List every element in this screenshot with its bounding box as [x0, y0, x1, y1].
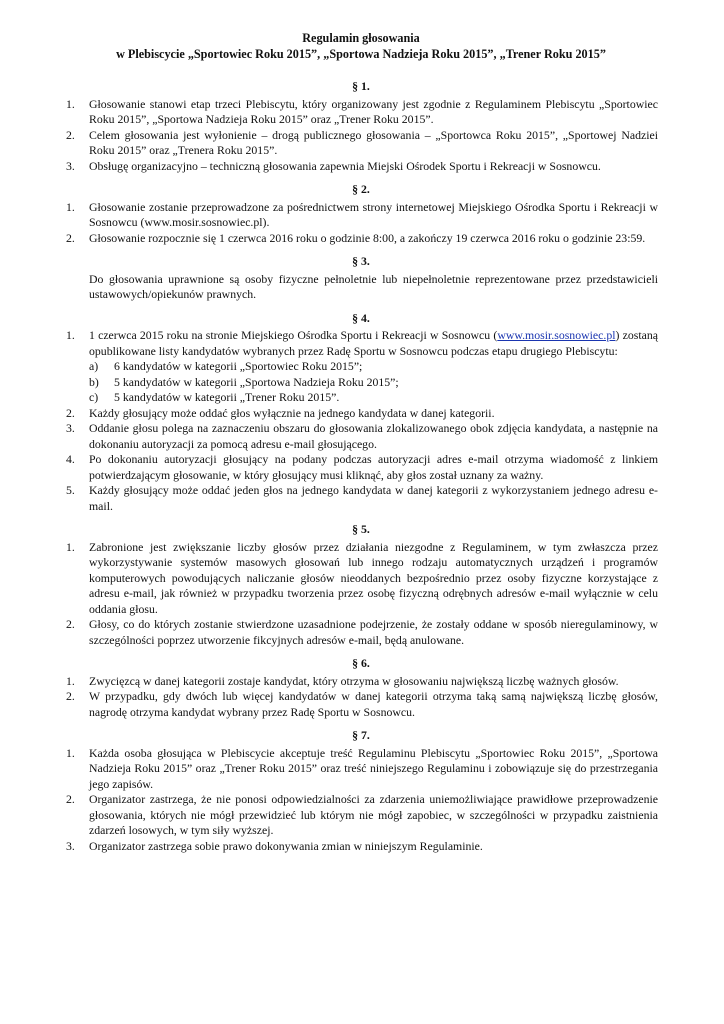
item-number: 2. — [66, 230, 75, 245]
item-number: 2. — [66, 127, 75, 142]
list-item — [64, 674, 658, 690]
item-text-pre: 1 czerwca 2015 roku na stronie Miejskiego Ośrodka Sportu i Rekreacji w Sosnowcu ( — [89, 328, 498, 342]
list-item — [64, 406, 658, 422]
item-text: Zwycięzcą w danej kategorii zostaje kandydat, który otrzyma w głosowaniu największą liczbę ważnych głosów. — [89, 673, 619, 688]
sub-list-item — [89, 359, 658, 375]
list-item — [64, 689, 658, 720]
item-text: W przypadku, gdy dwóch lub więcej kandydatów w danej kategorii otrzyma taką samą największą liczbę głosów, nagrodę otrzyma kandydat wybrany przez Radę Sportu w Sosnowcu. — [89, 689, 658, 719]
item-number: 1. — [66, 673, 75, 688]
item-number: 2. — [66, 792, 75, 806]
section-heading: § 5. — [352, 522, 370, 536]
sub-item-text: 5 kandydatów w kategorii „Sportowa Nadzieja Roku 2015”; — [114, 374, 399, 389]
document-title — [64, 30, 658, 62]
sub-item-text: 5 kandydatów w kategorii „Trener Roku 2015”. — [114, 390, 340, 404]
list-item — [64, 159, 658, 175]
section-4 — [64, 311, 658, 515]
section-5 — [64, 522, 658, 648]
item-text: Każda osoba głosująca w Plebiscycie akceptuje treść Regulaminu Plebiscytu „Sportowiec Roku 2015”, „Sportowa Nadzieja Roku 2015” oraz „Trener Roku 2015” oraz treść niniejszego Regulaminu i zobowiązuje się do przestrzegania jego zapisów. — [89, 745, 658, 791]
section-heading: § 2. — [352, 182, 370, 196]
sub-item-letter: c) — [89, 390, 99, 404]
item-number: 1. — [66, 199, 75, 214]
section-2-list — [64, 200, 658, 247]
list-item — [64, 421, 658, 452]
section-7-list — [64, 746, 658, 855]
item-text: Celem głosowania jest wyłonienie – drogą publicznego głosowania – „Sportowca Roku 2015”, „Sportowej Nadziei Roku 2015” oraz „Trenera Roku 2015”. — [89, 127, 658, 157]
sub-list-item — [89, 375, 658, 391]
item-number: 3. — [66, 158, 75, 173]
item-text: Po dokonaniu autoryzacji głosujący na podany podczas autoryzacji adres e-mail otrzyma wiadomość z linkiem potwierdzającym głosowanie, w który głosujący musi kliknąć, aby głos został uznany za ważny. — [89, 452, 658, 482]
item-number: 2. — [66, 617, 75, 631]
item-text: Organizator zastrzega, że nie ponosi odpowiedzialności za zdarzenia uniemożliwiające prawidłowe przeprowadzenie głosowania, których nie mógł przewidzieć lub którym nie mógł zapobiec, w szczególności w przypadku zaistnienia zdarzeń losowych, w tym siły wyższej. — [89, 792, 658, 837]
list-item — [64, 97, 658, 128]
list-item — [64, 540, 658, 618]
item-text: Każdy głosujący może oddać głos wyłącznie na jednego kandydata w danej kategorii. — [89, 405, 495, 420]
title-line-1: Regulamin głosowania — [302, 31, 420, 45]
item-number: 1. — [66, 745, 75, 760]
section-3-text: Do głosowania uprawnione są osoby fizyczne pełnoletnie lub niepełnoletnie reprezentowane przez przedstawicieli ustawowych/opiekunów prawnych. — [89, 271, 658, 301]
section-2 — [64, 182, 658, 246]
list-item — [64, 200, 658, 231]
list-item — [64, 328, 658, 406]
candidate-categories-list — [89, 359, 658, 406]
list-item — [64, 792, 658, 839]
section-heading: § 6. — [352, 656, 370, 670]
section-heading: § 1. — [352, 79, 370, 93]
section-heading: § 4. — [352, 310, 370, 325]
sub-item-letter: b) — [89, 374, 99, 389]
sub-item-letter: a) — [89, 359, 99, 373]
list-item — [64, 839, 658, 855]
item-number: 4. — [66, 452, 75, 466]
item-number: 1. — [66, 539, 75, 554]
item-text: Obsługę organizacyjno – techniczną głosowania zapewnia Miejski Ośrodek Sportu i Rekreacji w Sosnowcu. — [89, 158, 601, 173]
section-5-list — [64, 540, 658, 649]
section-1 — [64, 79, 658, 174]
item-text: Organizator zastrzega sobie prawo dokonywania zmian w niniejszym Regulaminie. — [89, 838, 483, 853]
section-6-list — [64, 674, 658, 721]
item-number: 2. — [66, 405, 75, 420]
sub-item-text: 6 kandydatów w kategorii „Sportowiec Roku 2015”; — [114, 359, 363, 373]
mosir-website-link[interactable]: www.mosir.sosnowiec.pl — [497, 328, 616, 342]
item-text: Głosowanie rozpocznie się 1 czerwca 2016 roku o godzinie 8:00, a zakończy 19 czerwca 2016 roku o godzinie 23:59. — [89, 230, 646, 245]
item-number: 5. — [66, 483, 75, 497]
item-text: Głosowanie stanowi etap trzeci Plebiscytu, który organizowany jest zgodnie z Regulaminem Plebiscytu „Sportowiec Roku 2015”, „Sportowa Nadzieja Roku 2015” oraz „Trener Roku 2015”. — [89, 96, 658, 126]
section-heading: § 7. — [352, 728, 370, 742]
item-text: Głosowanie zostanie przeprowadzone za pośrednictwem strony internetowej Miejskiego Ośrodka Sportu i Rekreacji w Sosnowcu (www.mosir.sosnowiec.pl). — [89, 199, 658, 229]
section-3 — [64, 254, 658, 303]
list-item — [64, 617, 658, 648]
section-4-list — [64, 328, 658, 514]
item-text: Oddanie głosu polega na zaznaczeniu obszaru do głosowania zlokalizowanego obok zdjęcia kandydata, a następnie na dokonaniu autoryzacji za pomocą adresu e-mail głosującego. — [89, 421, 658, 451]
section-7 — [64, 728, 658, 854]
list-item — [64, 452, 658, 483]
item-number: 2. — [66, 689, 75, 703]
item-number: 1. — [66, 328, 75, 342]
section-6 — [64, 656, 658, 720]
item-text: Głosy, co do których zostanie stwierdzone uzasadnione podejrzenie, że zostały oddane w sposób nieregulaminowy, w szczególności poprzez utworzenie fikcyjnych adresów e-mail, będą anulowane. — [89, 617, 658, 647]
list-item — [64, 746, 658, 793]
item-number: 3. — [66, 421, 75, 435]
item-text: Zabronione jest zwiększanie liczby głosów przez działania niezgodne z Regulaminem, w tym zwłaszcza przez wykorzystywanie systemów masowych głosowań lub innego rodzaju automatycznych urządzeń i programów komputerowych powodujących naliczanie głosów nieoddanych bezpośrednio przez osoby fizyczne korzystające z adresu e-mail, jak również w przypadku tworzenia przez osobę fizyczną odrębnych adresów e-mail wyłącznie w celu oddania głosu. — [89, 539, 658, 616]
title-line-2: w Plebiscycie „Sportowiec Roku 2015”, „Sportowa Nadzieja Roku 2015”, „Trener Roku 2015” — [116, 47, 606, 61]
item-number: 3. — [66, 838, 75, 853]
sub-list-item — [89, 390, 658, 406]
item-text: Każdy głosujący może oddać jeden głos na jednego kandydata w danej kategorii z wykorzystaniem jednego adresu e-mail. — [89, 483, 658, 513]
item-text-post: ) zostaną opublikowane listy kandydatów wybranych przez Radę Sportu w Sosnowcu podczas etapu drugiego Plebiscytu: — [89, 328, 658, 358]
item-number: 1. — [66, 96, 75, 111]
list-item — [64, 483, 658, 514]
list-item — [64, 231, 658, 247]
section-heading: § 3. — [352, 254, 370, 268]
list-item — [64, 128, 658, 159]
section-1-list — [64, 97, 658, 175]
